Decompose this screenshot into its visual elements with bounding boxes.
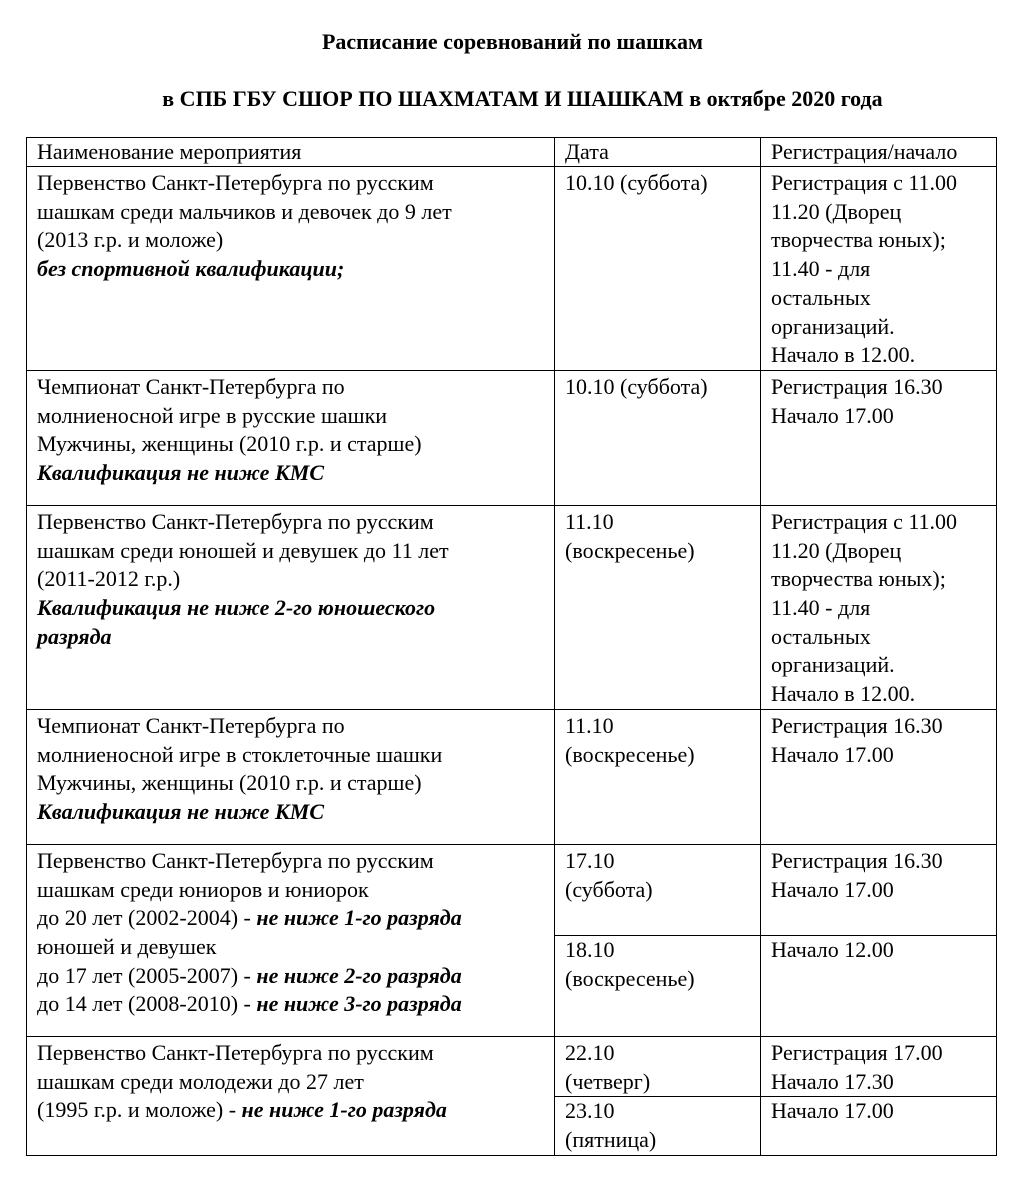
event-date: 22.10 [565, 1039, 615, 1065]
event-name-line: Первенство Санкт-Петербурга по русским [37, 508, 434, 534]
header-event-name: Наименование мероприятия [27, 138, 555, 167]
age-group-text: до 20 лет (2002-2004) - [37, 905, 257, 931]
age-group-qualification: не ниже 2-го разряда [256, 962, 462, 988]
event-date-cell [555, 370, 761, 505]
table-row [27, 370, 997, 505]
event-weekday: (воскресенье) [565, 965, 695, 991]
registration-line: Начало в 12.00. [771, 681, 916, 707]
event-name-cell [27, 370, 555, 505]
event-registration-cell [761, 505, 997, 709]
event-date-cell [555, 167, 761, 371]
event-date-cell [555, 505, 761, 709]
event-name-line: шашкам среди молодежи до 27 лет [37, 1068, 364, 1094]
table-row [27, 167, 997, 371]
event-date: 18.10 [565, 936, 615, 962]
registration-line: 11.20 (Дворец [771, 198, 902, 224]
event-qualification: Квалификация не ниже КМС [37, 460, 325, 486]
registration-line: Регистрация 17.00 [771, 1039, 943, 1065]
age-group-text: до 14 лет (2008-2010) - [37, 991, 257, 1017]
event-name-line: Первенство Санкт-Петербурга по русским [37, 1039, 434, 1065]
registration-line: Начало 17.00 [771, 741, 894, 767]
registration-line: Начало 12.00 [771, 936, 894, 962]
event-age-group-line [37, 904, 550, 933]
event-date: 11.10 [565, 712, 614, 738]
event-date-cell [555, 1097, 761, 1155]
registration-line: творчества юных); [771, 227, 946, 253]
event-date-cell [555, 709, 761, 844]
event-age-group-line [37, 962, 550, 991]
registration-line: Регистрация с 11.00 [771, 508, 958, 534]
table-row [27, 505, 997, 709]
event-weekday: (четверг) [565, 1068, 651, 1094]
registration-line: творчества юных); [771, 566, 946, 592]
event-date: 10.10 (суббота) [565, 373, 708, 399]
registration-line: остальных [771, 284, 871, 310]
age-group-qualification: не ниже 3-го разряда [256, 991, 462, 1017]
age-group-qualification: не ниже 1-го разряда [256, 905, 462, 931]
event-age-group-line [37, 1096, 550, 1125]
registration-line: организаций. [771, 652, 895, 678]
age-group-text: до 17 лет (2005-2007) - [37, 962, 257, 988]
event-date: 17.10 [565, 847, 615, 873]
event-weekday: (пятница) [565, 1126, 657, 1152]
table-row [27, 844, 997, 935]
event-name-line: Мужчины, женщины (2010 г.р. и старше) [37, 770, 422, 796]
registration-line: Регистрация 16.30 [771, 712, 943, 738]
registration-line: организаций. [771, 313, 895, 339]
event-qualification: Квалификация не ниже 2-го юношеского [37, 595, 436, 621]
registration-line: Регистрация 16.30 [771, 847, 943, 873]
document-subtitle: в СПБ ГБУ СШОР ПО ШАХМАТАМ И ШАШКАМ в октябре 2020 года [162, 86, 883, 111]
event-name-line: шашкам среди мальчиков и девочек до 9 лет [37, 198, 452, 224]
registration-line: остальных [771, 623, 871, 649]
event-date-cell [555, 935, 761, 1036]
registration-line: Регистрация с 11.00 [771, 170, 958, 195]
event-name-cell [27, 709, 555, 844]
event-date: 23.10 [565, 1098, 615, 1124]
event-registration-cell [761, 1097, 997, 1155]
table-header-row [27, 138, 997, 167]
table-row [27, 709, 997, 844]
registration-line: Начало 17.00 [771, 402, 894, 428]
registration-line: Начало 17.30 [771, 1068, 894, 1094]
registration-line: Регистрация 16.30 [771, 373, 943, 399]
event-registration-cell [761, 935, 997, 1036]
event-date: 11.10 [565, 508, 614, 534]
event-name-line: шашкам среди юношей и девушек до 11 лет [37, 537, 449, 563]
event-registration-cell [761, 844, 997, 935]
registration-line: 11.40 - для [771, 256, 871, 282]
event-name-cell [27, 505, 555, 709]
event-weekday: (воскресенье) [565, 537, 695, 563]
event-name-line: Мужчины, женщины (2010 г.р. и старше) [37, 431, 422, 457]
registration-line: 11.20 (Дворец [771, 537, 902, 563]
event-name-line: Первенство Санкт-Петербурга по русским [37, 847, 434, 873]
event-registration-cell [761, 370, 997, 505]
event-name-cell [27, 167, 555, 371]
event-name-cell [27, 844, 555, 1036]
event-name-line: Чемпионат Санкт-Петербурга по [37, 373, 345, 399]
event-name-line: молниеносной игре в русские шашки [37, 402, 388, 428]
event-date: 10.10 (суббота) [565, 170, 708, 195]
event-age-group-line [37, 990, 550, 1019]
event-name-line: Первенство Санкт-Петербурга по русским [37, 170, 434, 195]
schedule-table [26, 137, 997, 1156]
event-qualification: Квалификация не ниже КМС [37, 798, 325, 824]
event-name-line: шашкам среди юниоров и юниорок [37, 876, 369, 902]
age-group-qualification: не ниже 1-го разряда [241, 1097, 447, 1123]
event-name-line: Чемпионат Санкт-Петербурга по [37, 712, 345, 738]
event-weekday: (воскресенье) [565, 741, 695, 767]
document-title: Расписание соревнований по шашкам [321, 29, 704, 54]
event-name-line: юношей и девушек [37, 933, 217, 959]
event-name-line: (2011-2012 г.р.) [37, 566, 181, 592]
event-registration-cell [761, 167, 997, 371]
header-date: Дата [555, 138, 761, 167]
event-qualification: без спортивной квалификации; [37, 256, 345, 282]
header-registration: Регистрация/начало [761, 138, 997, 167]
table-row [27, 1036, 997, 1096]
registration-line: Начало 17.00 [771, 1098, 894, 1124]
event-weekday: (суббота) [565, 876, 653, 902]
event-registration-cell [761, 1036, 997, 1096]
event-date-cell [555, 844, 761, 935]
event-date-cell [555, 1036, 761, 1096]
registration-line: 11.40 - для [771, 595, 871, 621]
event-name-line: (2013 г.р. и моложе) [37, 227, 224, 253]
event-qualification: разряда [37, 623, 112, 649]
registration-line: Начало 17.00 [771, 876, 894, 902]
age-group-text: (1995 г.р. и моложе) - [37, 1097, 242, 1123]
event-name-cell [27, 1036, 555, 1155]
event-name-line: молниеносной игре в стоклеточные шашки [37, 741, 443, 767]
registration-line: Начало в 12.00. [771, 342, 916, 368]
event-registration-cell [761, 709, 997, 844]
